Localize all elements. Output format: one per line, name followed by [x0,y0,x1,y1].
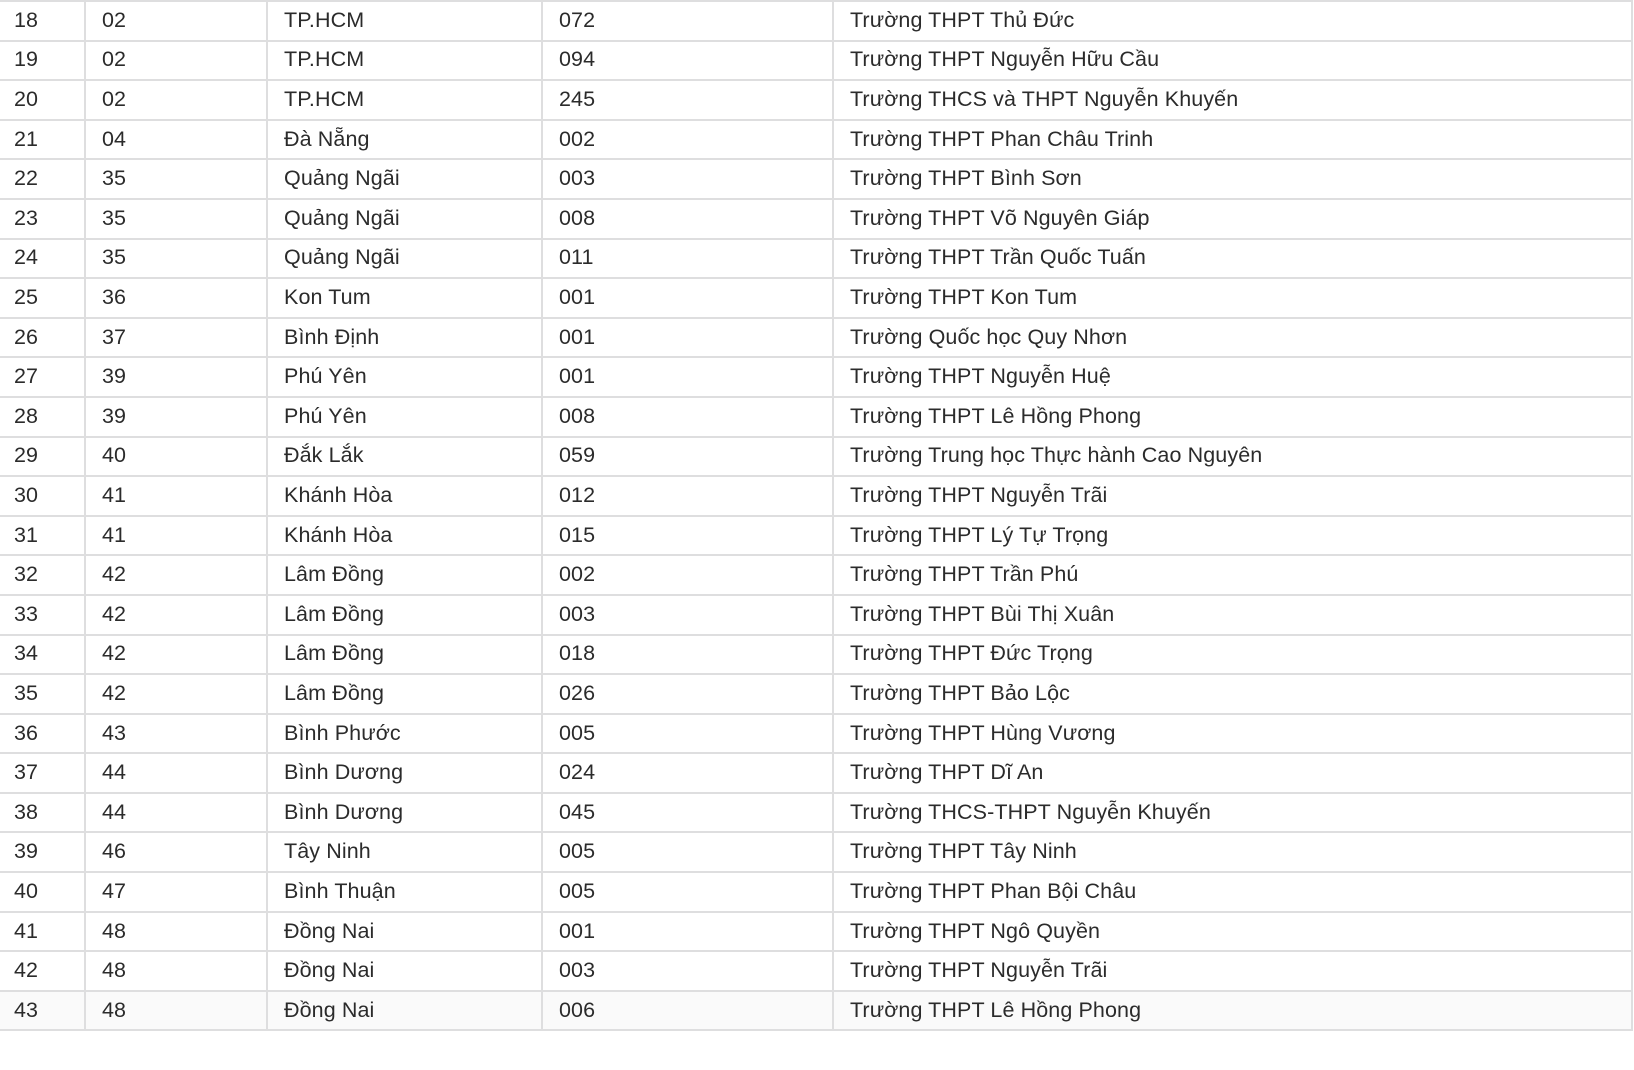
cell-province-code: 44 [85,793,267,833]
table-row[interactable] [0,239,1632,279]
table-row[interactable] [0,872,1632,912]
cell-index: 23 [0,199,85,239]
cell-province-name: Bình Định [267,318,542,358]
table-row[interactable] [0,516,1632,556]
cell-province-code: 02 [85,80,267,120]
cell-province-code: 35 [85,199,267,239]
cell-school-code: 003 [542,951,833,991]
cell-province-name: Lâm Đồng [267,595,542,635]
cell-index: 24 [0,239,85,279]
cell-province-name: TP.HCM [267,1,542,41]
cell-province-code: 48 [85,951,267,991]
cell-school-name: Trường THPT Nguyễn Huệ [833,357,1632,397]
table-row[interactable] [0,120,1632,160]
cell-index: 22 [0,159,85,199]
cell-province-name: Lâm Đồng [267,674,542,714]
cell-index: 33 [0,595,85,635]
cell-school-code: 001 [542,357,833,397]
cell-province-name: Kon Tum [267,278,542,318]
cell-index: 18 [0,1,85,41]
cell-province-name: Phú Yên [267,357,542,397]
cell-province-code: 43 [85,714,267,754]
cell-province-code: 41 [85,476,267,516]
cell-school-name: Trường THPT Bảo Lộc [833,674,1632,714]
cell-province-code: 48 [85,991,267,1031]
cell-school-code: 002 [542,120,833,160]
cell-school-code: 011 [542,239,833,279]
cell-province-code: 02 [85,41,267,81]
table-row[interactable] [0,832,1632,872]
cell-school-code: 072 [542,1,833,41]
cell-index: 41 [0,912,85,952]
cell-school-code: 001 [542,318,833,358]
cell-province-name: Đắk Lắk [267,437,542,477]
cell-province-name: Quảng Ngãi [267,199,542,239]
cell-province-name: Lâm Đồng [267,635,542,675]
cell-school-name: Trường THPT Trần Phú [833,555,1632,595]
cell-province-code: 35 [85,239,267,279]
cell-province-name: Bình Phước [267,714,542,754]
cell-school-name: Trường THPT Lê Hồng Phong [833,991,1632,1031]
table-row[interactable] [0,397,1632,437]
cell-index: 30 [0,476,85,516]
cell-school-code: 003 [542,159,833,199]
cell-province-code: 42 [85,674,267,714]
table-row[interactable] [0,951,1632,991]
cell-index: 21 [0,120,85,160]
cell-index: 34 [0,635,85,675]
cell-province-name: Đồng Nai [267,912,542,952]
cell-school-code: 018 [542,635,833,675]
table-row[interactable] [0,476,1632,516]
cell-province-code: 41 [85,516,267,556]
cell-province-name: Đồng Nai [267,951,542,991]
cell-province-name: Lâm Đồng [267,555,542,595]
cell-index: 20 [0,80,85,120]
cell-index: 38 [0,793,85,833]
cell-province-code: 39 [85,357,267,397]
cell-school-name: Trường THPT Tây Ninh [833,832,1632,872]
cell-province-name: Đồng Nai [267,991,542,1031]
cell-school-name: Trường THPT Trần Quốc Tuấn [833,239,1632,279]
cell-school-code: 045 [542,793,833,833]
table-row[interactable] [0,991,1632,1031]
cell-school-name: Trường THPT Phan Bội Châu [833,872,1632,912]
table-row[interactable] [0,1,1632,41]
cell-school-name: Trường THPT Lê Hồng Phong [833,397,1632,437]
cell-province-name: Phú Yên [267,397,542,437]
cell-province-code: 39 [85,397,267,437]
table-row[interactable] [0,278,1632,318]
cell-province-name: Quảng Ngãi [267,159,542,199]
table-row[interactable] [0,437,1632,477]
cell-province-code: 35 [85,159,267,199]
table-row[interactable] [0,635,1632,675]
cell-school-code: 245 [542,80,833,120]
cell-province-name: Bình Thuận [267,872,542,912]
cell-province-name: Bình Dương [267,753,542,793]
cell-school-name: Trường THPT Bùi Thị Xuân [833,595,1632,635]
cell-school-code: 012 [542,476,833,516]
cell-province-code: 47 [85,872,267,912]
table-row[interactable] [0,318,1632,358]
cell-school-name: Trường THPT Hùng Vương [833,714,1632,754]
cell-index: 36 [0,714,85,754]
cell-school-name: Trường THPT Bình Sơn [833,159,1632,199]
cell-school-name: Trường THPT Phan Châu Trinh [833,120,1632,160]
cell-school-code: 059 [542,437,833,477]
cell-school-name: Trường THPT Ngô Quyền [833,912,1632,952]
cell-province-name: Quảng Ngãi [267,239,542,279]
cell-province-code: 46 [85,832,267,872]
table-row[interactable] [0,159,1632,199]
cell-province-name: TP.HCM [267,41,542,81]
cell-index: 43 [0,991,85,1031]
cell-school-name: Trường THPT Nguyễn Trãi [833,951,1632,991]
cell-province-name: Tây Ninh [267,832,542,872]
cell-school-name: Trường Quốc học Quy Nhơn [833,318,1632,358]
cell-index: 32 [0,555,85,595]
table-row[interactable] [0,357,1632,397]
table-row[interactable] [0,555,1632,595]
cell-school-name: Trường Trung học Thực hành Cao Nguyên [833,437,1632,477]
cell-index: 31 [0,516,85,556]
cell-index: 19 [0,41,85,81]
cell-index: 37 [0,753,85,793]
cell-school-code: 026 [542,674,833,714]
table-row[interactable] [0,80,1632,120]
table-row[interactable] [0,595,1632,635]
cell-school-code: 005 [542,832,833,872]
table-row[interactable] [0,714,1632,754]
table-body [0,1,1632,1030]
cell-index: 42 [0,951,85,991]
cell-school-code: 006 [542,991,833,1031]
cell-school-name: Trường THPT Đức Trọng [833,635,1632,675]
cell-school-code: 005 [542,714,833,754]
table-row[interactable] [0,753,1632,793]
cell-school-code: 003 [542,595,833,635]
cell-school-name: Trường THPT Thủ Đức [833,1,1632,41]
cell-school-name: Trường THPT Võ Nguyên Giáp [833,199,1632,239]
cell-index: 26 [0,318,85,358]
cell-school-code: 005 [542,872,833,912]
cell-school-name: Trường THPT Nguyễn Hữu Cầu [833,41,1632,81]
cell-school-code: 024 [542,753,833,793]
cell-province-code: 37 [85,318,267,358]
cell-province-name: Đà Nẵng [267,120,542,160]
cell-province-code: 44 [85,753,267,793]
cell-school-name: Trường THPT Kon Tum [833,278,1632,318]
cell-school-code: 002 [542,555,833,595]
cell-school-code: 094 [542,41,833,81]
cell-index: 28 [0,397,85,437]
cell-school-code: 008 [542,397,833,437]
cell-province-name: TP.HCM [267,80,542,120]
cell-school-name: Trường THPT Nguyễn Trãi [833,476,1632,516]
cell-province-code: 36 [85,278,267,318]
cell-province-code: 42 [85,635,267,675]
cell-school-code: 015 [542,516,833,556]
cell-school-name: Trường THPT Lý Tự Trọng [833,516,1632,556]
cell-province-code: 42 [85,555,267,595]
table-row[interactable] [0,793,1632,833]
cell-index: 27 [0,357,85,397]
cell-province-name: Khánh Hòa [267,516,542,556]
cell-province-code: 04 [85,120,267,160]
cell-school-code: 008 [542,199,833,239]
cell-province-name: Khánh Hòa [267,476,542,516]
cell-school-name: Trường THCS và THPT Nguyễn Khuyến [833,80,1632,120]
cell-province-name: Bình Dương [267,793,542,833]
cell-school-name: Trường THCS-THPT Nguyễn Khuyến [833,793,1632,833]
table-row[interactable] [0,912,1632,952]
cell-province-code: 02 [85,1,267,41]
table-row[interactable] [0,199,1632,239]
cell-province-code: 40 [85,437,267,477]
cell-province-code: 42 [85,595,267,635]
table-row[interactable] [0,41,1632,81]
cell-index: 35 [0,674,85,714]
cell-school-code: 001 [542,912,833,952]
cell-school-code: 001 [542,278,833,318]
cell-index: 29 [0,437,85,477]
cell-index: 40 [0,872,85,912]
cell-province-code: 48 [85,912,267,952]
cell-index: 39 [0,832,85,872]
cell-school-name: Trường THPT Dĩ An [833,753,1632,793]
table-row[interactable] [0,674,1632,714]
cell-index: 25 [0,278,85,318]
